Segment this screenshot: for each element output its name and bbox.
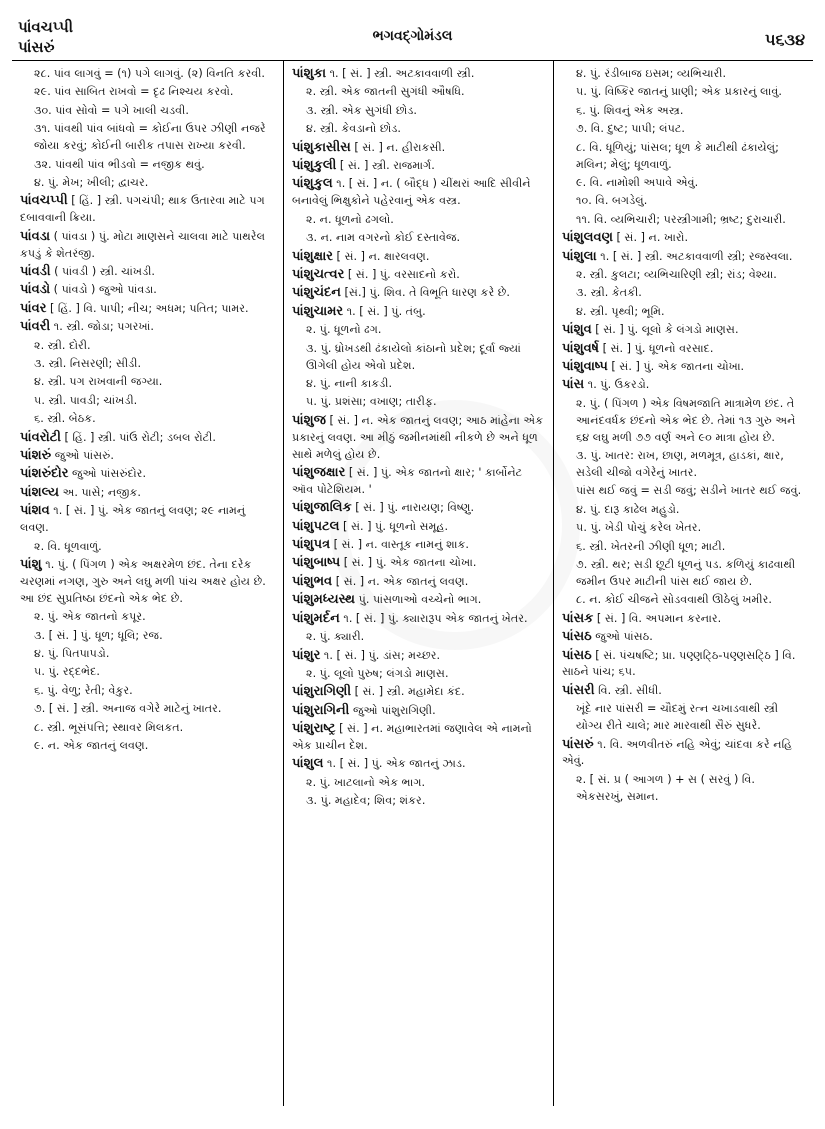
- sense-line: [306, 121, 545, 138]
- definition-text: [ સં. ] ન. મહાભારતમાં જણાવેલ એ નામનો એક પ્રાચીન દેશ.: [292, 722, 532, 753]
- headword: પાંવડી: [20, 263, 51, 279]
- dictionary-entry: [562, 683, 805, 700]
- headword: પાંવડા: [20, 228, 51, 244]
- headword: પાંસક: [562, 610, 594, 626]
- definition-text: ૩. ન. નામ વગરનો કોઈ દસ્તાવેજ.: [306, 231, 461, 245]
- headword: પાંશુર: [292, 647, 321, 663]
- definition-text: ૧૧. વિ. વ્યભિચારી; પરસ્ત્રીગામી; ભ્રષ્ટ; દુરાચારી.: [576, 212, 786, 226]
- dictionary-entry: [20, 503, 275, 537]
- headword: પાંશુવાષ્પ: [562, 359, 608, 374]
- sense-line: [34, 701, 275, 718]
- sense-line: [306, 793, 545, 810]
- definition-text: [ સં. ] ન. હીરાકસી.: [350, 140, 446, 154]
- dictionary-entry: [292, 304, 545, 321]
- definition-text: [ સં. ] પું. એક જાતનો ક્ષાર; ' કાર્બોનેટ ઑવ પોટેશિયમ. ': [292, 465, 523, 496]
- headword: પાંશુમર્દન: [292, 610, 340, 626]
- definition-text: ૩. સ્ત્રી. કેતકી.: [576, 286, 642, 300]
- sense-line: [576, 285, 805, 302]
- guide-word-last: પાંસરું: [18, 38, 55, 56]
- sense-line: [576, 539, 805, 556]
- definition-text: ૨. સ્ત્રી. કુલટા; વ્યભિચારિણી સ્ત્રી; રાંડ; વેશ્યા.: [576, 267, 777, 281]
- definition-text: ૧. [ સં. ] સ્ત્રી. અટકાવવાળી સ્ત્રી.: [326, 67, 475, 80]
- sense-line: [576, 592, 805, 609]
- dictionary-entry: [20, 229, 275, 263]
- sense-line: [34, 683, 275, 700]
- headword: પાંસરી: [562, 682, 595, 698]
- definition-text: ( પાંવડી ) સ્ત્રી. ચાંખડી.: [50, 264, 155, 278]
- headword: પાંશુજ: [292, 412, 326, 428]
- definition-text: ૬. પું. વેળુ; રેતી; વેકુર.: [34, 683, 133, 697]
- sense-line: [34, 411, 275, 428]
- headword: પાંવડો: [20, 282, 51, 298]
- dictionary-entry: [562, 359, 805, 376]
- definition-text: ૩. સ્ત્રી. એક સુગંધી છોડ.: [306, 103, 417, 117]
- headword: પાંસ: [562, 377, 585, 393]
- definition-text: ૩. સ્ત્રી. નિસરણી; સીડી.: [34, 357, 142, 370]
- headword: પાંશુરાગિની: [292, 702, 350, 718]
- headword: પાંશુલવણ: [562, 230, 613, 246]
- definition-text: ૫. પું. રદ્દભેદ.: [34, 665, 100, 679]
- definition-text: ૩૦. પાંવ સોવો = પગે ખાલી ચડવી.: [34, 103, 189, 117]
- sense-line: [576, 140, 805, 174]
- definition-text: ૨. પું. ( પિંગળ ) એક વિષમજાતિ માત્રામેળ છંદ. તે આનંદવર્ધક છંદનો એક ભેદ છે. તેમાં ૧૩ ગુરુ અને ૬૪ લઘુ મળી ૭૭ વર્ણ અને ૯૦ માત્રા હોય છે.: [576, 396, 796, 444]
- definition-text: [ હિં. ] વિ. પાપી; નીચ; અધમ; પતિત; પામર.: [46, 301, 249, 315]
- definition-text: ૨. પું. ખાટલાનો એક ભાગ.: [306, 775, 426, 789]
- headword: પાંશુચંદન: [292, 285, 341, 301]
- definition-text: ૩૧. પાંવથી પાંવ બાંધવો = કોઈના ઉપર ઝીણી નજરે જોયા કરવું; કોઈની બારીક તપાસ રાખ્યા કરવી.: [34, 122, 266, 153]
- dictionary-entry: [562, 611, 805, 628]
- headword: પાંશરુંદોર: [20, 466, 69, 482]
- headword: પાંવરોટી: [20, 429, 61, 445]
- sense-line: [34, 738, 275, 755]
- definition-text: ( પાંવડા ) પું. મોટા માણસને ચાલવા માટે પાથરેલ કપડું કે શેતરંજી.: [20, 229, 266, 260]
- definition-text: ૭. [ સં. ] સ્ત્રી. અનાજ વગેરે માટેનું ખાતર.: [34, 702, 222, 716]
- headword: પાંશુરાષ્ટ્ર: [292, 721, 336, 737]
- dictionary-entry: [292, 721, 545, 755]
- definition-text: ૨. વિ. ધૂળવાળું.: [34, 539, 102, 553]
- definition-text: ૪. પું. મેખ; ખીલી; દ્વાચર.: [34, 175, 149, 189]
- definition-text: ૬. પું. શિવનું એક અસ્ત્ર.: [576, 103, 684, 117]
- definition-text: ૬. સ્ત્રી. બેઠક.: [34, 412, 96, 426]
- dictionary-entry: [292, 684, 545, 701]
- sense-line: [576, 66, 805, 83]
- sense-line: [34, 103, 275, 120]
- definition-text: [સં.] પું. શિવ. તે વિભૂતિ ધારણ કરે છે.: [341, 286, 510, 300]
- sense-line: [34, 393, 275, 410]
- sense-line: [576, 772, 805, 806]
- sense-line: [576, 121, 805, 138]
- dictionary-entry: [20, 301, 275, 318]
- dictionary-entry: [20, 485, 275, 502]
- headword: પાંવરી: [20, 319, 51, 335]
- sense-line: [34, 628, 275, 645]
- definition-text: [ સં. ] પું. એક જાતના ચોખા.: [340, 556, 477, 570]
- definition-text: [ સં. ] પું. લૂલો કે લંગડો માણસ.: [591, 323, 739, 337]
- guide-word-first: પાંવચપ્પી: [18, 18, 74, 36]
- dictionary-entry: [292, 285, 545, 302]
- definition-text: ૨. પું. લૂલો પુરુષ; લંગડો માણસ.: [306, 666, 449, 680]
- dictionary-entry: [562, 377, 805, 394]
- headword: પાંસઠ: [562, 629, 592, 645]
- definition-text: ૫. પું. ખેડી પોચું કરેલ ખેતર.: [576, 521, 702, 535]
- dictionary-entry: [292, 703, 545, 720]
- definition-text: ૩. [ સં. ] પું. ધૂળ; ધૂલિ; રજ.: [34, 628, 163, 642]
- dictionary-entry: [20, 319, 275, 336]
- definition-text: અ. પાસે; નજીક.: [59, 485, 141, 499]
- dictionary-entry: [292, 158, 545, 175]
- definition-text: [ હિં. ] સ્ત્રી. પાંઉ રોટી; ડબલ રોટી.: [60, 430, 216, 444]
- headword: પાંશુમધ્યસ્થ: [292, 592, 356, 608]
- definition-text: ૮. વિ. ધૂળિયું; પાંસલ; ધૂળ કે માટીથી ઢંકાયેલું; મલિન; મેલું; ધૂળવાળું.: [576, 140, 779, 171]
- sense-line: [576, 304, 805, 321]
- headword: પાંશુકાસીસ: [292, 139, 351, 155]
- definition-text: [ સં. ] ન. ખારો.: [612, 231, 689, 245]
- sense-line: [306, 666, 545, 683]
- definition-text: ૫. સ્ત્રી. પાવડી; ચાંખડી.: [34, 393, 138, 407]
- sense-line: [306, 84, 545, 101]
- definition-text: પાંસ થઈ જવું = સડી જવું; સડીને ખાતર થઈ જવું.: [576, 484, 802, 498]
- sense-line: [576, 396, 805, 447]
- sense-line: [306, 341, 545, 375]
- page-header: [12, 8, 813, 60]
- definition-text: ૨. સ્ત્રી. દોરી.: [34, 338, 91, 352]
- definition-text: વિ. સ્ત્રી. સીધી.: [594, 683, 662, 697]
- definition-text: ખૂંદે નાર પાંસરી = ચૌદમું રત્ન ચખાડવાથી સ્ત્રી યોગ્ય રીતે ચાલે; માર મારવાથી સૈરું સુધરે.: [576, 702, 779, 733]
- definition-text: ૧. પું. ઉકરડો.: [584, 378, 650, 392]
- definition-text: ૪. પું. પિતપાપડો.: [34, 647, 110, 660]
- definition-text: ૫. પું. પ્રશંસા; વખાણ; તારીફ.: [306, 395, 437, 409]
- sense-line: [306, 376, 545, 393]
- sense-line: [306, 103, 545, 120]
- headword: પાંશુવ: [562, 322, 592, 338]
- definition-text: ૭. વિ. દુષ્ટ; પાપી; લંપટ.: [576, 122, 685, 136]
- dictionary-entry: [562, 341, 805, 358]
- headword: પાંસઠ: [562, 647, 592, 663]
- running-title: ભગવદ્ગોમંડલ: [372, 28, 453, 44]
- definition-text: [ સં. ] પું. ધૂળનો સમૂહ.: [339, 519, 449, 533]
- definition-text: ૧. [ સં. ] સ્ત્રી. અટકાવવાળી સ્ત્રી; રજસ્વલા.: [596, 249, 793, 263]
- sense-line: [576, 267, 805, 284]
- definition-text: ૪. પું. દારૂ કાઢેલ મહુડો.: [576, 502, 680, 516]
- definition-text: ૧. સ્ત્રી. જોડા; પગરખાં.: [50, 320, 154, 334]
- definition-text: ૨. પું. ક્યારી.: [306, 630, 365, 644]
- definition-text: ૩. પું. ખાતર: રાખ, છાણ, મળમૂત્ર, હાડકાં, ક્ષાર, સડેલી ચીજો વગેરેનું ખાતર.: [576, 449, 784, 479]
- sense-line: [306, 230, 545, 247]
- definition-text: ૪. પું. રંડીબાજ ઇસમ; વ્યભિચારી.: [576, 67, 727, 80]
- definition-text: ૪. સ્ત્રી. કેવડાનો છોડ.: [306, 122, 401, 136]
- headword: પાંશલ્ય: [20, 484, 60, 500]
- sense-line: [34, 157, 275, 174]
- sense-line: [306, 212, 545, 229]
- headword: પાંશુ: [20, 556, 42, 572]
- definition-text: ૨૯. પાંવ સાબિત રાખવો = દૃઢ નિશ્ચય કરવો.: [34, 85, 234, 99]
- sense-line: [306, 322, 545, 339]
- definition-text: ૫. પું. વિષ્કિર જાતનું પ્રાણી; એક પ્રકારનું લાવું.: [576, 85, 782, 99]
- dictionary-entry: [562, 737, 805, 771]
- sense-line: [34, 84, 275, 101]
- definition-text: [ સં. ] પું. ધૂળનો વરસાદ.: [599, 341, 714, 355]
- sense-line: [34, 66, 275, 83]
- definition-text: [ સં. ] પું. નારાયણ; વિષ્ણુ.: [351, 501, 475, 515]
- definition-text: [ સં. ] ન. એક જાતનું લવણ.: [332, 574, 469, 588]
- definition-text: ૮. ન. કોઈ ચીજને સોડવવાથી ઊઠેલું ખમીર.: [576, 593, 772, 607]
- dictionary-entry: [562, 648, 805, 682]
- column-3: [553, 61, 813, 1106]
- definition-text: ૧. [ સં. ] પું. ક્યારારૂપ એક જાતનું ખેતર.: [339, 611, 528, 625]
- definition-text: ૨. પું. એક જાતનો કપૂર.: [34, 610, 146, 624]
- headword: પાંશુકુલી: [292, 158, 337, 174]
- definition-text: ૯. વિ. નામોશી અપાવે એવું.: [576, 175, 699, 189]
- sense-line: [576, 175, 805, 192]
- definition-text: ૨. ન. ધૂળનો ઢગલો.: [306, 212, 394, 226]
- headword: પાંશુબાષ્પ: [292, 555, 341, 571]
- definition-text: ૧. [ સં. ] પું. એક જાતનું ઝાડ.: [323, 757, 466, 771]
- dictionary-entry: [20, 193, 275, 227]
- definition-text: ૨. સ્ત્રી. એક જાતની સુગંધી ઔષધિ.: [306, 85, 465, 99]
- sense-line: [576, 520, 805, 537]
- page-number: ૫૬૩૪: [764, 30, 805, 49]
- headword: પાંસરું: [562, 736, 594, 752]
- sense-line: [576, 193, 805, 210]
- definition-text: જુઓ પાંસરુંદોર.: [68, 467, 147, 481]
- definition-text: ૨. [ સં. પ્ર ( આગળ ) + સ ( સરવું ) વિ. એકસરખું, સમાન.: [576, 772, 755, 803]
- definition-text: જુઓ પાંશુરાગિણી.: [349, 703, 436, 717]
- definition-text: ૧. વિ. અળવીતરું નહિ એવું; ચાંદવા કરે નહિ એવું.: [562, 737, 793, 768]
- definition-text: [ સં. પંચષષ્ટિ; પ્રા. પણ્ણટ્ઠિ-પણ્ણસટ્ઠિ ] વિ. સાઠને પાંચ; ૬૫.: [562, 648, 796, 679]
- dictionary-entry: [20, 448, 275, 465]
- definition-text: ૭. સ્ત્રી. થર; સડી છૂટી ધૂળનું પડ. કળિયું કાઢવાથી જમીન ઉપર માટીની પાંસ થઈ જાય છે.: [576, 557, 796, 588]
- headword: પાંશુચામર: [292, 303, 344, 319]
- sense-line: [34, 356, 275, 373]
- definition-text: [ સં. ] પું. એક જાતના ચોખા.: [607, 360, 745, 373]
- sense-line: [34, 664, 275, 681]
- dictionary-entry: [20, 557, 275, 608]
- dictionary-entry: [20, 282, 275, 299]
- sense-line: [34, 374, 275, 391]
- dictionary-entry: [562, 230, 805, 247]
- sense-line: [34, 175, 275, 192]
- sense-line: [34, 121, 275, 155]
- definition-text: ૩. પું. મહાદેવ; શિવ; શંકર.: [306, 794, 426, 808]
- headword: પાંશુરાગિણી: [292, 684, 352, 700]
- headword: પાંશુકુલ: [292, 176, 333, 192]
- headword: પાંશુભવ: [292, 573, 333, 589]
- headword: પાંશુપટલ: [292, 518, 340, 534]
- definition-text: [ સં. ] ન. ક્ષારલવણ.: [333, 249, 430, 263]
- column-1: [12, 61, 283, 1106]
- headword: પાંશુલા: [562, 248, 597, 264]
- definition-text: ૨૮. પાંવ લાગવું = (૧) પગે લાગવું. (૨) વિનતિ કરવી.: [34, 67, 265, 80]
- definition-text: પું. પાંસળાઓ વચ્ચેનો ભાગ.: [355, 593, 482, 607]
- definition-text: ૩૨. પાંવથી પાંવ ભીડવો = નજીક થવું.: [34, 157, 205, 171]
- dictionary-entry: [20, 466, 275, 483]
- sense-line: [576, 103, 805, 120]
- dictionary-entry: [292, 66, 545, 83]
- sense-line: [34, 338, 275, 355]
- headword: પાંશુલ: [292, 756, 324, 772]
- dictionary-entry: [292, 756, 545, 773]
- definition-text: [ સં. ] પું. વરસાદનો કરો.: [344, 267, 460, 281]
- definition-text: ૧. [ સં. ] પું. ડાંસ; મચ્છર.: [320, 648, 441, 662]
- definition-text: જુઓ પાંસરું.: [51, 449, 114, 463]
- definition-text: ૩. પું. ધ્રોખડથી ઢંકાયેલો કાંઠાનો પ્રદેશ; દૂર્વા જ્યાં ઊગેલી હોય એવો પ્રદેશ.: [306, 341, 521, 372]
- dictionary-entry: [562, 629, 805, 646]
- definition-text: ( પાંવડો ) જુઓ પાંવડા.: [50, 283, 157, 297]
- sense-line: [34, 539, 275, 556]
- definition-text: ૧. પું. ( પિંગળ ) એક અક્ષરમેળ છંદ. તેના દરેક ચરણમાં નગણ, ગુરુ અને લઘુ મળી પાંચ અક્ષર હોય છે. આ છંદ સુપ્રતિષ્ઠા છંદનો એક ભેદ છે.: [20, 557, 266, 605]
- definition-text: [ સં. ] સ્ત્રી. રાજમાર્ગ.: [336, 159, 435, 173]
- headword: પાંશુક્ષાર: [292, 248, 333, 264]
- sense-line: [576, 483, 805, 500]
- definition-text: જુઓ પાંસઠ.: [591, 630, 653, 644]
- dictionary-entry: [20, 264, 275, 281]
- dictionary-entry: [562, 322, 805, 339]
- sense-line: [306, 775, 545, 792]
- definition-text: ૨. પું. ધૂળનો ઢગ.: [306, 323, 382, 337]
- definition-text: ૧. [ સં. ] ન. ( બૌદ્ધ ) ચીંથરાં આદિ સીવીને બનાવેલું ભિક્ષુકોને પહેરવાનું એક વસ્ત્ર.: [292, 177, 531, 208]
- definition-text: [ હિં. ] સ્ત્રી. પગચંપી; થાક ઉતારવા માટે પગ દબાવવાની ક્રિયા.: [20, 194, 265, 225]
- headword: પાંશુજક્ષાર: [292, 464, 346, 480]
- sense-line: [576, 448, 805, 482]
- dictionary-entry: [292, 249, 545, 266]
- headword: પાંશુજાલિક: [292, 500, 352, 516]
- headword: પાંશુવર્ષ: [562, 340, 600, 356]
- definition-text: ૧. [ સં. ] પું. તંબુ.: [343, 304, 426, 318]
- dictionary-entry: [292, 267, 545, 284]
- sense-line: [576, 502, 805, 519]
- dictionary-entry: [292, 176, 545, 210]
- dictionary-entry: [20, 430, 275, 447]
- definition-text: [ સં. ] ન. એક જાતનું લવણ; આઠ માંહેના એક પ્રકારનું લવણ. આ મીઠું જમીનમાંથી નીકળે છે અને ધૂળ સાથે મળેલું હોય છે.: [292, 413, 544, 461]
- headword: પાંવચપ્પી: [20, 193, 68, 209]
- definition-text: ૮. સ્ત્રી. ભૂસંપત્તિ; સ્થાવર મિલકત.: [34, 720, 184, 734]
- headword: પાંશુપત્ર: [292, 537, 331, 553]
- sense-line: [576, 84, 805, 101]
- watermark-emblem: [330, 400, 580, 650]
- headword: પાંશવ: [20, 503, 50, 519]
- definition-text: ૪. પું. નાની કાકડી.: [306, 376, 393, 390]
- definition-text: ૧. [ સં. ] પું. એક જાતનું લવણ; ૨૯ નામનું લવણ.: [20, 504, 246, 535]
- definition-text: ૯. ન. એક જાતનું લવણ.: [34, 739, 149, 753]
- definition-text: ૪. સ્ત્રી. પગ રાખવાની જગ્યા.: [34, 375, 163, 389]
- dictionary-entry: [292, 140, 545, 157]
- sense-line: [576, 212, 805, 229]
- sense-line: [576, 557, 805, 591]
- sense-line: [34, 646, 275, 663]
- dictionary-entry: [292, 648, 545, 665]
- definition-text: [ સં. ] ન. વાસ્તૂક નામનું શાક.: [330, 538, 469, 552]
- sense-line: [34, 609, 275, 626]
- headword: પાંશરું: [20, 448, 52, 464]
- headword: પાંશુકા: [292, 66, 327, 81]
- definition-text: ૬. સ્ત્રી. ખેતરની ઝીણી ધૂળ; માટી.: [576, 539, 726, 553]
- sense-line: [576, 701, 805, 735]
- definition-text: ૪. સ્ત્રી. પૃથ્વી; ભૂમિ.: [576, 304, 665, 318]
- sense-line: [34, 720, 275, 737]
- definition-text: ૧૦. વિ. બગડેલું.: [576, 194, 648, 208]
- dictionary-entry: [562, 249, 805, 266]
- definition-text: [ સં. ] સ્ત્રી. મહામેદા કંદ.: [351, 685, 465, 699]
- headword: પાંવર: [20, 300, 47, 316]
- definition-text: [ સં. ] વિ. અપમાન કરનાર.: [593, 611, 722, 625]
- headword: પાંશુચત્વર: [292, 266, 345, 282]
